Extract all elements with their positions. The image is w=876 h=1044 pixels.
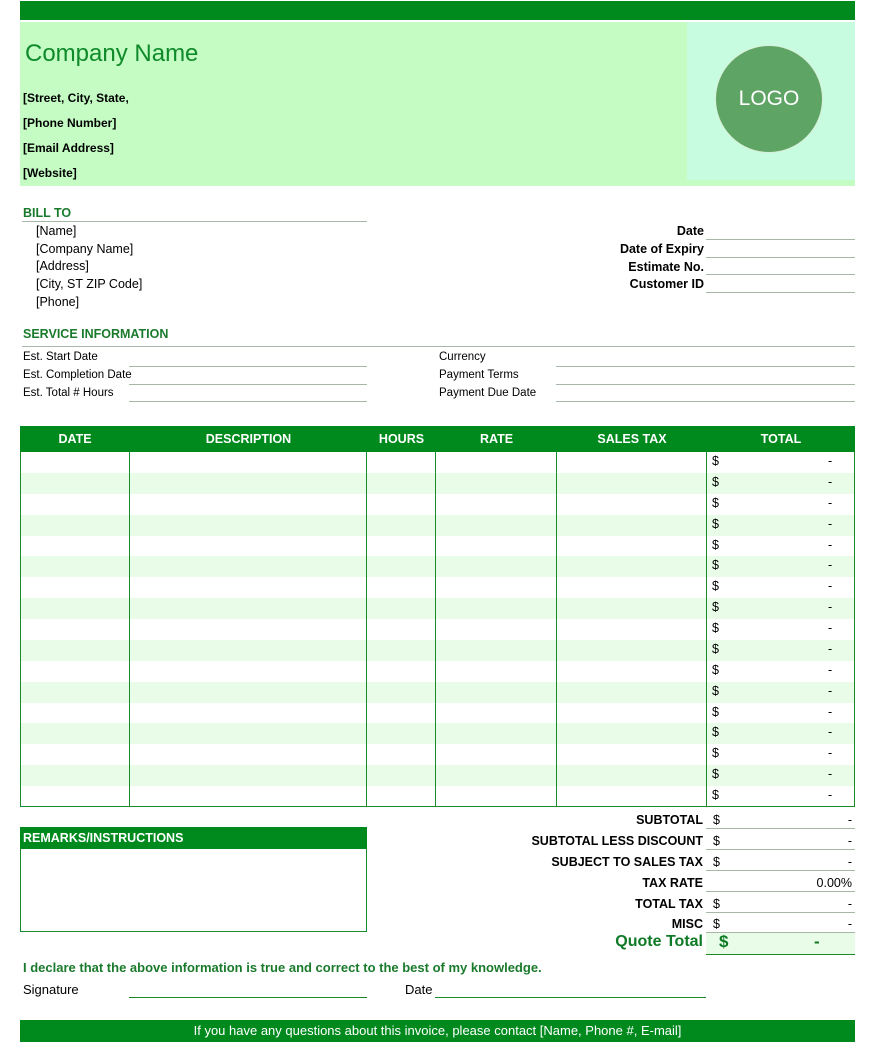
subtotal-currency: $ [713,813,720,827]
total-tax-currency: $ [713,897,720,911]
col-sales-tax-header: SALES TAX [597,432,667,446]
total-tax-field[interactable] [706,912,855,913]
row-total-currency: $ [712,496,719,510]
row-total-currency: $ [712,579,719,593]
company-phone: [Phone Number] [23,116,117,130]
quote-total-value: - [814,932,820,951]
date-label: Date [676,224,704,238]
est-start-date-label: Est. Start Date [23,351,98,363]
row-total-currency: $ [712,475,719,489]
subtotal-less-discount-field[interactable] [706,849,855,850]
bill-to-city[interactable]: [City, ST ZIP Code] [36,277,143,291]
items-table-body [20,452,855,807]
company-name: Company Name [25,40,199,67]
row-total-value: - [828,746,833,760]
service-info-title: SERVICE INFORMATION [23,327,169,341]
row-total-currency: $ [712,642,719,656]
date-field[interactable] [706,239,855,240]
row-total-currency: $ [712,600,719,614]
row-total-currency: $ [712,705,719,719]
row-total-currency: $ [712,454,719,468]
row-total-value: - [828,663,833,677]
row-total-currency: $ [712,517,719,531]
col-description-header: DESCRIPTION [205,432,292,446]
bill-to-address[interactable]: [Address] [36,259,89,273]
row-total-value: - [828,579,833,593]
bill-to-title: BILL TO [23,206,72,220]
col-divider [556,452,557,807]
company-street: [Street, City, State, [23,91,129,105]
company-email: [Email Address] [23,141,114,155]
subject-to-sales-tax-value: - [847,855,852,869]
col-divider [129,452,130,807]
est-completion-date-label: Est. Completion Date [23,369,132,381]
total-tax-label: TOTAL TAX [635,897,703,911]
subtotal-less-discount-value: - [847,834,852,848]
date-of-expiry-label: Date of Expiry [619,242,704,256]
row-total-currency: $ [712,621,719,635]
row-total-value: - [828,538,833,552]
date-of-expiry-field[interactable] [706,257,855,258]
payment-terms-label: Payment Terms [439,369,519,381]
company-website: [Website] [23,166,77,180]
row-total-value: - [828,767,833,781]
subtotal-less-discount-currency: $ [713,834,720,848]
estimate-no-field[interactable] [706,274,855,275]
col-divider [366,452,367,807]
service-info-rule [22,346,855,347]
currency-field[interactable] [556,366,855,367]
row-total-value: - [828,454,833,468]
bill-to-phone[interactable]: [Phone] [36,295,80,309]
payment-due-date-field[interactable] [556,401,855,402]
row-total-value: - [828,558,833,572]
row-total-value: - [828,600,833,614]
row-total-value: - [828,621,833,635]
row-total-currency: $ [712,788,719,802]
customer-id-field[interactable] [706,292,855,293]
quote-total-label: Quote Total [615,933,703,950]
col-date-header: DATE [58,432,92,446]
row-total-value: - [828,788,833,802]
est-completion-date-field[interactable] [129,384,367,385]
misc-label: MISC [671,917,703,931]
row-total-currency: $ [712,558,719,572]
footer-contact: If you have any questions about this invoice, please contact [Name, Phone #, E-mail] [20,1020,855,1042]
signature-field[interactable] [129,997,367,998]
misc-currency: $ [713,917,720,931]
tax-rate-value: 0.00% [816,876,852,890]
est-total-hours-label: Est. Total # Hours [23,387,114,399]
total-tax-value: - [847,897,852,911]
subtotal-field[interactable] [706,828,855,829]
subtotal-label: SUBTOTAL [636,813,703,827]
payment-terms-field[interactable] [556,384,855,385]
currency-label: Currency [439,351,486,363]
tax-rate-label: TAX RATE [642,876,703,890]
subtotal-less-discount-label: SUBTOTAL LESS DISCOUNT [531,834,703,848]
subject-to-sales-tax-currency: $ [713,855,720,869]
row-total-value: - [828,684,833,698]
payment-due-date-label: Payment Due Date [439,387,537,399]
row-total-value: - [828,725,833,739]
customer-id-label: Customer ID [629,277,704,291]
row-total-value: - [828,517,833,531]
bill-to-company[interactable]: [Company Name] [36,242,134,256]
col-divider [706,452,707,807]
row-total-value: - [828,705,833,719]
quote-total-currency: $ [719,932,729,951]
est-total-hours-field[interactable] [129,401,367,402]
col-divider [435,452,436,807]
subject-to-sales-tax-field[interactable] [706,870,855,871]
col-hours-header: HOURS [378,432,425,446]
declaration-text: I declare that the above information is true and correct to the best of my knowledge. [23,960,542,975]
signature-label: Signature [23,982,79,997]
signature-date-field[interactable] [435,997,706,998]
estimate-no-label: Estimate No. [628,260,704,274]
row-total-currency: $ [712,684,719,698]
col-rate-header: RATE [479,432,514,446]
row-total-currency: $ [712,746,719,760]
bill-to-name[interactable]: [Name] [36,224,77,238]
misc-value: - [847,917,852,931]
bill-to-rule [22,221,367,222]
tax-rate-field[interactable] [706,891,855,892]
row-total-value: - [828,475,833,489]
subtotal-value: - [847,813,852,827]
row-total-currency: $ [712,725,719,739]
top-bar [20,1,855,20]
col-total-header: TOTAL [760,432,802,446]
row-total-value: - [828,496,833,510]
logo-placeholder: LOGO [715,45,823,153]
subject-to-sales-tax-label: SUBJECT TO SALES TAX [551,855,703,869]
row-total-currency: $ [712,663,719,677]
est-start-date-field[interactable] [129,366,367,367]
remarks-title: REMARKS/INSTRUCTIONS [20,827,367,849]
remarks-input[interactable] [20,849,367,932]
signature-date-label: Date [405,982,433,997]
row-total-value: - [828,642,833,656]
row-total-currency: $ [712,767,719,781]
row-total-currency: $ [712,538,719,552]
